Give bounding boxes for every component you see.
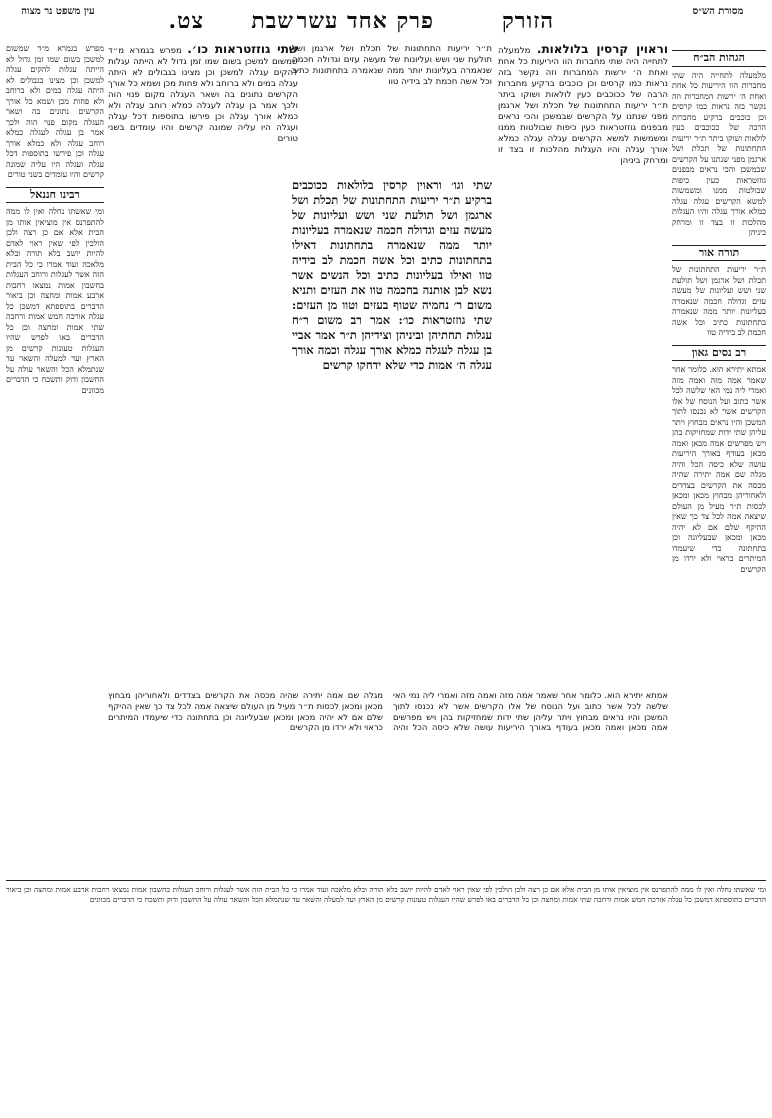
tosafot-lead: שתי גוזזטראות כו׳. [187,44,298,56]
gemara-lead: שתי [473,178,492,192]
ein-mishpat-text: מפרש בגמרא מ״ד שמשום למשכן בשום שמו זמן גדול לא הייתה עגלות להקים עגלה למשכן וכן מצינו בגבולים לא היתה עגלה במים ולא ברוחב ולא פחות מכן ושמא כל אורך הקרשים נתונים בה ושאר העגלה מקום פנוי הוה ולכך אמר בן עגלה לעגלה כמלא רוחב עגלה ולא כמלא אורך עגלה וכן פירשו בתוספות דכל עגלה ועגלה היו עליה שמונה קרשים והיו עומדים בשני טורים [6,44,104,179]
page-header [8,6,764,34]
masoret-hashas-heading: מסורת הש״ס [692,6,744,17]
tosafot-text: מפרש בגמרא מ״ד שמשום למשכן בשום שמו זמן גדול לא הייתה עגלות להקים עגלה למשכן וכן מצינו בגבולים לא היתה עגלה במים ולא ברוחב ולא פחות מכן ושמא כל אורך הקרשים נתונים בה ושאר העגלה מקום פנוי הוה ולכך אמר בן עגלה לעגלה כמלא רוחב עגלה ולא כמלא אורך עגלה וכן פירשו בתוספות דכל עגלה ועגלה היו עליה שמונה קרשים והיו עומדים בשני טורים [108,46,298,144]
rabbeinu-chananel-heading: רבינו חננאל [6,187,104,204]
tosafot-commentary [108,44,298,684]
hagahot-heading: הגהות הב״ח [672,50,766,67]
ein-mishpat-heading: עין משפט נר מצוה [21,6,95,17]
gemara-top-text: ת״ר יריעות התחתונות של תכלת ושל ארגמן ושל תולעת שני ושש ועליונות של מעשה עזים וגדולה חכמה שנאמרה בעליונות יותר ממה שנאמרה בתחתונות כתיב וכל אשה חכמת לב בידיה טוו [292,44,492,87]
right-margin-column [672,44,766,964]
tractate-title: שבת [251,8,294,34]
rashi-commentary [498,44,668,684]
rashi-text: מלמעלה לתחייה היה שתי מחברות הוו היריעות כל אחת ואחת ה׳ ירשות המחברות וזה נקשר בזה נראות כמו קרסים וכן כוכבים ברקיע מחברות הרבה של ככוכבים כעין לולאות ושוקו ביתר ת״ר יריעות התחתונות של תכלת ושל ארגמן מפני שנתנו על הקרשים שבמשכן והכי נראים מבפנים גוזזטראות כעין כיפות שבולטות ממנו ומשמשות למשא הקרשים עגלה עגלה כמלא אורך עגלה והיו העגלות מהלכות זו בצד זו ומרחק ביניהן [498,46,668,166]
gemara-main [292,178,492,488]
bottom-notes: ומי שאשתו נחלה ואין לו ממה להתפרנס אין מוציאין אותו מן הבית אלא אם כן רצה ולכן הולכין לפי שאין ראוי לאדם להיות יושב בלא תורה ובלא מלאכה ועוד אמרו כי כל הבית הזה אשר לעגלות ורוחב העגלות בחשבון אמות נמצאו רחבות ארבע אמות ומחצה וכן ביאור הדברים בתוספתא דמשכן כל עגלה אורכה חמש אמות ורחבה שתי אמות ומחצה וכן כל הדברים באו לפרש שהיו העגלות טעונות קרשים מן הארץ ועד למעלה והשאר עד שנתמלא הכל והשאר עולה על החשבון ודוק ותשכח כי הדברים מכוונים [6,880,766,1115]
torah-ohr-text: ת״ר יריעות התחתונות של תכלת ושל ארגמן ושל תולעת שני ושש ועליונות של מעשה עזים וגדולה חכמה שנאמרה בעליונות יותר ממה שנאמרה בתחתונות כתיב וכל אשה חכמת לב בידיה טוו [672,265,766,337]
rav-nissim-text: אמתא יתירא הוא. כלומר אחר שאמר אמה מזה ואמה מזה ואמרי ליה נמי האי שלשה לכל אשר כתוב ועל הנוסח של אלו הקרשים אשר לא נכנסו לתוך המשכן והיו נראים מבחוץ ויתר עליהן שתי ידות שמחזיקות בהן ויש מפרשים אמה מכאן ואמה מכאן בעודף באורך היריעות עושה שלא כיסה הכל והיה מגלה שם אמה יתירה שהיה מכסה את הקרשים בצדדים ולאחוריהן מבחוץ מכאן ומכאן לכסות ת״ר מעיל מן העולם שיצאה אמה לכל צד כך שאין ההיקף שלם אם לא יהיה מכאן ומכאן שבעליונה וכן בתחתונה כדי שיעמדו המיתרים כראוי ולא ירדו מן הקרשים [672,365,766,574]
perek-title: פרק אחד עשר [296,8,434,34]
gemara-text: וגו׳ וראוין קרסין בלולאות ככוכבים ברקיע ת״ר יריעות התחתונות של תכלת ושל ארגמן ושל תולעת שני ושש ועליונות של מעשה עזים וגדולה חכמה שנאמרה בעליונות יותר ממה שנאמרה בתחתונות דאילו בתחתונות כתיב וכל אשה חכמת לב בידיה טוו ואילו בעליונות כתיב וכל הנשים אשר נשא לבן אותנה בחכמה טוו את העזים ותניא משום ר׳ נחמיה שטוף בעזים וטוו מן העזים: שתי גוזזטראות כו׳: אמר רב משום ר״ח עגלות תחתיהן וביניהן וצידיהן ת״ר אמר אביי בן עגלה לעגלה כמלא אורך עגלה וכמה אורך עגלה ה׳ אמות כדי שלא ידחקו קרשים [292,178,492,372]
torah-ohr-heading: תורה אור [672,245,766,262]
page-number: צט. [168,8,204,34]
rav-nissim-heading: רב נסים גאון [672,345,766,362]
rashi-lead: וראוין קרסין בלולאות. [536,44,668,56]
rabbeinu-chananel-text: ומי שאשתו נחלה ואין לו ממה להתפרנס אין מוציאין אותו מן הבית אלא אם כן רצה ולכן הולכין לפי שאין ראוי לאדם להיות יושב בלא תורה ובלא מלאכה ועוד אמרו כי כל הבית הזה אשר לעגלות ורוחב העגלות בחשבון אמות נמצאו רחבות ארבע אמות ומחצה וכן ביאור הדברים בתוספתא דמשכן כל עגלה אורכה חמש אמות ורחבה שתי אמות ומחצה וכן כל הדברים באו לפרש שהיו העגלות טעונות קרשים מן הארץ ועד למעלה והשאר עד שנתמלא הכל והשאר עולה על החשבון ודוק ותשכח כי הדברים מכוונים [6,207,104,395]
lower-commentary: אמתא יתירא הוא. כלומר אחר שאמר אמה מזה ואמה מזה ואמרי ליה נמי האי שלשה לכל אשר כתוב ועל הנוסח של אלו הקרשים אשר לא נכנסו לתוך המשכן והיו נראים מבחוץ ויתר עליהן שתי ידות שמחזיקות בהן ויש מפרשים אמה מכאן ואמה מכאן בעודף באורך היריעות עושה שלא כיסה הכל והיה מגלה שם אמה יתירה שהיה מכסה את הקרשים בצדדים ולאחוריהן מבחוץ מכאן ומכאן לכסות ת״ר מעיל מן העולם שיצאה אמה לכל צד כך שאין ההיקף שלם אם לא יהיה מכאן ומכאן שבעליונה וכן בתחתונה כדי שיעמדו המיתרים כראוי ולא ירדו מן הקרשים [108,690,668,733]
hagahot-text: מלמעלה לתחייה היה שתי מחברות הוו היריעות כל אחת ואחת ה׳ ירשות המחברות וזה נקשר בזה נראות כמו קרסים וכן כוכבים ברקיע מחברות הרבה של ככוכבים כעין לולאות ושוקו ביתר ת״ר יריעות התחתונות של תכלת ושל ארגמן מפני שנתנו על הקרשים שבמשכן והכי נראים מבפנים גוזזטראות כעין כיפות שבולטות ממנו ומשמשות למשא הקרשים עגלה עגלה כמלא אורך עגלה והיו העגלות מהלכות זו בצד זו ומרחק ביניהן [672,70,766,237]
chapter-title: הזורק [502,8,554,34]
left-margin-column [6,44,104,964]
